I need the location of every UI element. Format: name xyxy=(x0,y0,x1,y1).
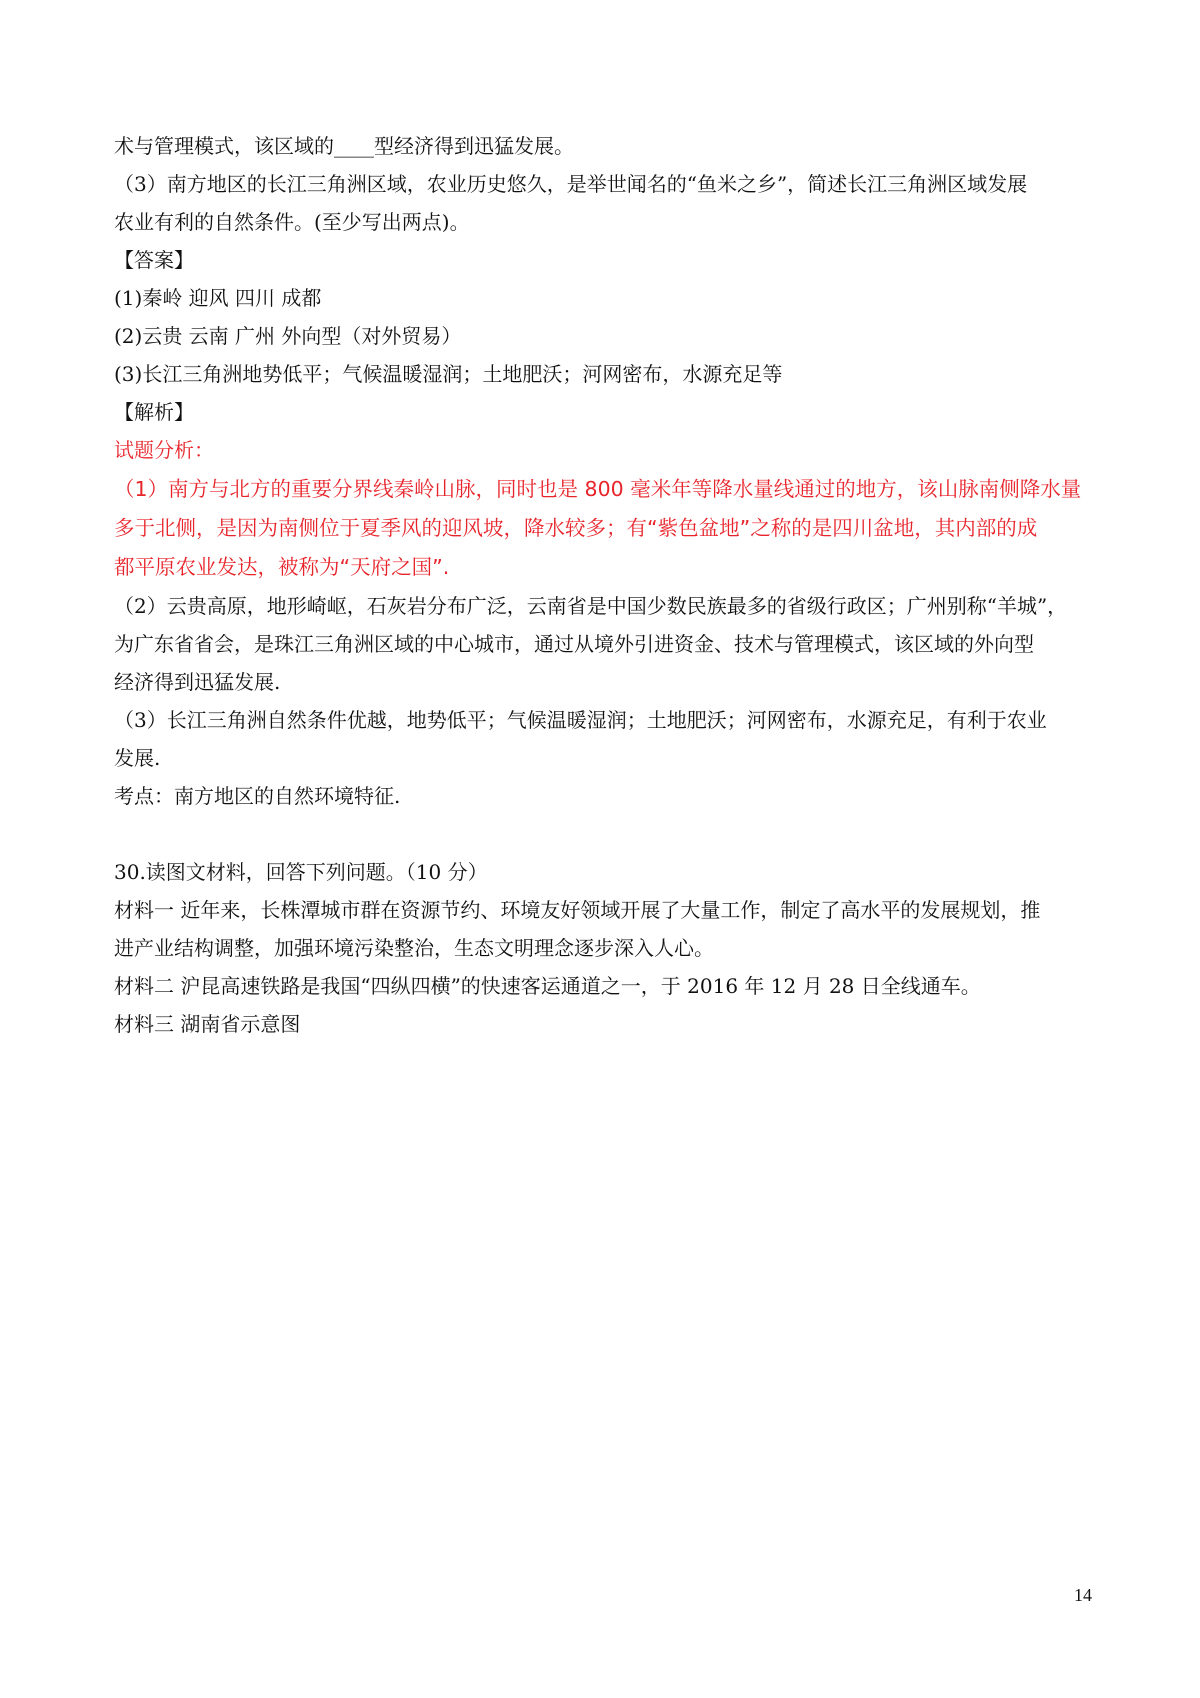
analysis-3-line-1: （3）长江三角洲自然条件优越，地势低平；气候温暖湿润；土地肥沃；河网密布，水源充足，有利于农业 xyxy=(114,708,1047,732)
analysis-2-line-2: 为广东省省会，是珠江三角洲区域的中心城市，通过从境外引进资金、技术与管理模式，该区域的外向型 xyxy=(114,632,1034,656)
continued-question-line: 术与管理模式，该区域的____型经济得到迅猛发展。 xyxy=(114,134,574,158)
answer-2: (2)云贵 云南 广州 外向型（对外贸易） xyxy=(114,324,462,348)
question-3-line-2: 农业有利的自然条件。(至少写出两点)。 xyxy=(114,210,470,234)
question-30-title: 30.读图文材料，回答下列问题。（10 分） xyxy=(114,860,488,884)
analysis-2-line-3: 经济得到迅猛发展. xyxy=(114,670,281,694)
answer-3: (3)长江三角洲地势低平；气候温暖湿润；土地肥沃；河网密布，水源充足等 xyxy=(114,362,783,386)
analysis-heading: 【解析】 xyxy=(114,400,194,424)
material-1-line-1: 材料一 近年来，长株潭城市群在资源节约、环境友好领域开展了大量工作，制定了高水平的发展规划，推 xyxy=(114,898,1041,922)
material-3: 材料三 湖南省示意图 xyxy=(114,1012,301,1036)
answer-heading: 【答案】 xyxy=(114,248,194,272)
analysis-1-line-2: 多于北侧，是因为南侧位于夏季风的迎风坡，降水较多；有“紫色盆地”之称的是四川盆地，其内部的成 xyxy=(114,516,1038,540)
material-2: 材料二 沪昆高速铁路是我国“四纵四横”的快速客运通道之一，于 2016 年 12 月 28 日全线通车。 xyxy=(114,974,981,998)
analysis-subtitle: 试题分析： xyxy=(114,438,214,462)
page-number: 14 xyxy=(1074,1585,1092,1605)
analysis-1-line-1: （1）南方与北方的重要分界线秦岭山脉，同时也是 800 毫米年等降水量线通过的地方，该山脉南侧降水量 xyxy=(114,477,1082,501)
question-3-line-1: （3）南方地区的长江三角洲区域，农业历史悠久，是举世闻名的“鱼米之乡”，简述长江三角洲区域发展 xyxy=(114,172,1028,196)
analysis-3-line-2: 发展. xyxy=(114,746,161,770)
material-1-line-2: 进产业结构调整，加强环境污染整治，生态文明理念逐步深入人心。 xyxy=(114,936,714,960)
knowledge-point: 考点：南方地区的自然环境特征. xyxy=(114,784,401,808)
answer-1: (1)秦岭 迎风 四川 成都 xyxy=(114,286,322,310)
analysis-2-line-1: （2）云贵高原，地形崎岖，石灰岩分布广泛，云南省是中国少数民族最多的省级行政区；广州别称“羊城”， xyxy=(114,594,1068,618)
analysis-1-line-3: 都平原农业发达，被称为“天府之国”. xyxy=(114,555,450,579)
